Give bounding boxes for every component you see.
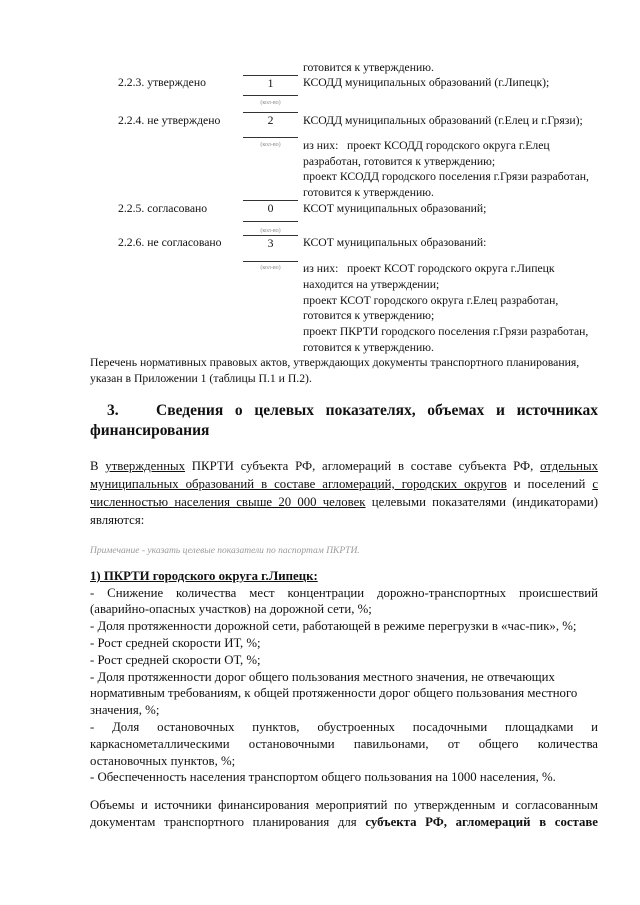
count-value: 0 — [267, 202, 274, 215]
details-line: разработан, готовится к утверждению; — [303, 154, 496, 168]
count-value: 2 — [267, 114, 274, 127]
details-line: проект КСОДД городского округа г.Елец — [347, 139, 550, 152]
intro-text: целевыми показателями (индикаторами) — [365, 495, 598, 509]
count-field-2-2-4 — [243, 112, 298, 138]
item-label-2-2-6: 2.2.6. не согласовано — [118, 236, 222, 249]
count-caption: (кол-во) — [260, 142, 281, 148]
indicator-line: - Обеспеченность населения транспортом общего пользования на 1000 населения, %. — [90, 770, 556, 785]
indicator-line: - Доля остановочных пунктов, обустроенных посадочными площадками и — [90, 719, 598, 734]
intro-underlined-text: утвержденных — [105, 459, 186, 473]
details-line: готовится к утверждению; — [303, 309, 435, 323]
indicator-line: остановочных пунктов, %; — [90, 753, 236, 768]
closing-line — [90, 797, 598, 814]
intro-underlined-text: с — [592, 477, 598, 491]
intro-paragraph — [90, 457, 598, 529]
indicator-line: - Снижение количества мест концентрации дорожно-транспортных происшествий — [90, 585, 598, 600]
template-note: Примечание - указать целевые показатели по паспортам ПКРТИ. — [90, 546, 360, 556]
closing-text: Объемы и источники финансирования мероприятий по утвержденным и согласованным — [90, 797, 598, 812]
intro-line — [90, 493, 598, 511]
item-text-2-2-5: КСОТ муниципальных образований; — [303, 202, 487, 215]
closing-line — [90, 814, 598, 831]
item-label-2-2-5: 2.2.5. согласовано — [118, 202, 208, 215]
item-details-2-2-6 — [303, 261, 599, 356]
count-caption: (кол-во) — [260, 228, 281, 234]
details-line: проект КСОТ городского округа г.Елец разработан, — [303, 293, 559, 307]
item-text-2-2-3: КСОДД муниципальных образований (г.Липецк); — [303, 76, 550, 89]
indicator-line: - Доля протяженности дорог общего пользования местного значения, не отвечающих — [90, 669, 555, 684]
npa-note-line: указан в Приложении 1 (таблицы П.1 и П.2). — [90, 372, 312, 385]
intro-line — [90, 457, 598, 475]
indicator-line: каркаснометаллическими остановочными павильонами, от общего количества — [90, 736, 598, 751]
count-field-2-2-6 — [243, 235, 298, 262]
indicator-line: (аварийно-опасных участков) на дорожной сети, %; — [90, 602, 372, 617]
count-field-2-2-3 — [243, 75, 298, 96]
npa-note — [90, 355, 598, 387]
section-number: 3. — [107, 402, 119, 419]
indicators-heading: 1) ПКРТИ городского округа г.Липецк: — [90, 569, 318, 583]
details-line: готовится к утверждению. — [303, 340, 434, 354]
closing-paragraph — [90, 797, 598, 831]
continuation-text: готовится к утверждению. — [303, 61, 434, 74]
details-line: находится на утверждении; — [303, 277, 440, 291]
intro-text: являются: — [90, 513, 145, 527]
indicator-line: нормативным требованиям, к общей протяженности дорог общего пользования местного — [90, 686, 578, 701]
item-text-2-2-4: КСОДД муниципальных образований (г.Елец и г.Грязи); — [303, 114, 583, 127]
count-field-2-2-5 — [243, 200, 298, 222]
details-line: проект КСОДД городского поселения г.Грязи разработан, — [303, 170, 589, 184]
closing-bold-text: субъекта РФ, агломераций в составе — [365, 814, 598, 829]
intro-text: ПКРТИ субъекта РФ, агломераций в составе субъекта РФ, — [185, 459, 541, 473]
indicator-line: - Рост средней скорости ИТ, %; — [90, 635, 261, 650]
intro-underlined-text: численностью населения свыше 20 000 человек — [90, 495, 366, 509]
intro-line — [90, 475, 598, 493]
intro-text: В — [90, 459, 106, 473]
item-label-2-2-3: 2.2.3. утверждено — [118, 76, 206, 89]
intro-text: и поселений — [506, 477, 593, 491]
closing-text: документам транспортного планирования для — [90, 814, 366, 829]
indicator-line: - Рост средней скорости ОТ, %; — [90, 652, 261, 667]
count-value: 3 — [267, 237, 274, 250]
intro-line — [90, 511, 598, 529]
details-prefix: из них: — [303, 139, 339, 152]
intro-underlined-text: муниципальных образований в составе агломераций, городских округов — [90, 477, 507, 491]
intro-underlined-text: отдельных — [540, 459, 598, 473]
details-line: проект КСОТ городского округа г.Липецк — [347, 262, 555, 275]
indicator-line: значения, %; — [90, 703, 160, 718]
item-details-2-2-4 — [303, 138, 599, 201]
npa-note-line: Перечень нормативных правовых актов, утверждающих документы транспортного планирования, — [90, 356, 580, 369]
details-prefix: из них: — [303, 262, 339, 275]
indicators-list — [90, 585, 598, 787]
item-label-2-2-4: 2.2.4. не утверждено — [118, 114, 221, 127]
item-text-2-2-6: КСОТ муниципальных образований: — [303, 236, 487, 249]
details-line: проект ПКРТИ городского поселения г.Грязи разработан, — [303, 325, 589, 339]
count-caption: (кол-во) — [260, 265, 281, 271]
count-caption: (кол-во) — [260, 100, 281, 106]
indicator-line: - Доля протяженности дорожной сети, работающей в режиме перегрузки в «час-пик», %; — [90, 619, 577, 634]
section-title-line: финансирования — [90, 422, 210, 439]
details-line: готовится к утверждению. — [303, 186, 434, 200]
section-title-line: Сведения о целевых показателях, объемах и источниках — [156, 402, 598, 419]
count-value: 1 — [267, 77, 274, 90]
